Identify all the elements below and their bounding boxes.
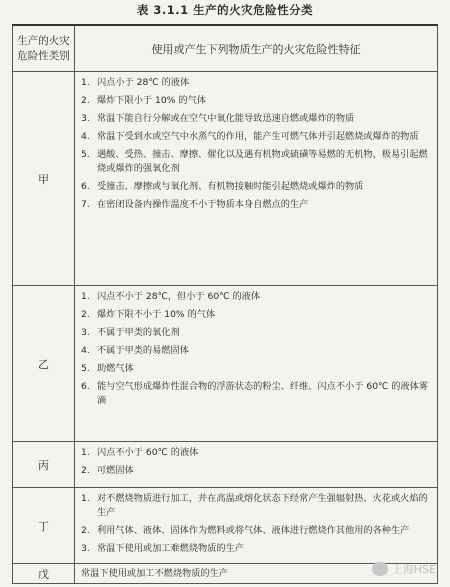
item-text: 爆炸下限不小于 10% 的气体	[97, 309, 216, 320]
item-number: 7.	[81, 199, 90, 210]
item-text: 遇酸、受热、撞击、摩擦、催化以及遇有机物或硫磺等易燃的无机物，极易引起燃烧或爆炸的强氧化剂	[97, 149, 428, 174]
item-text: 助燃气体	[97, 363, 134, 374]
item-number: 3.	[81, 543, 90, 554]
item-number: 6.	[81, 381, 90, 392]
list-item	[81, 290, 431, 304]
item-text: 闪点不小于 28℃，但小于 60℃ 的液体	[97, 291, 261, 302]
item-number: 2.	[81, 465, 90, 476]
item-number: 4.	[81, 345, 90, 356]
item-number: 1.	[81, 447, 90, 458]
item-number: 2.	[81, 309, 90, 320]
table-header-row	[13, 26, 437, 72]
list-item	[81, 492, 431, 520]
item-text: 受撞击、摩擦或与氧化剂、有机物接触时能引起燃烧或爆炸的物质	[97, 181, 364, 192]
item-number: 6.	[81, 181, 90, 192]
item-text: 闪点不小于 60℃ 的液体	[97, 447, 199, 458]
feature-cell	[75, 488, 437, 563]
header-feature: 使用或产生下列物质生产的火灾危险性特征	[151, 43, 361, 56]
item-text: 可燃固体	[97, 465, 134, 476]
category-cell: 乙	[13, 286, 75, 441]
table-row	[13, 442, 437, 488]
item-text: 能与空气形成爆炸性混合物的浮游状态的粉尘、纤维、闪点不小于 60℃ 的液体雾滴	[97, 381, 429, 406]
list-item	[81, 308, 431, 322]
table-row	[13, 488, 437, 564]
item-number: 1.	[81, 291, 90, 302]
category-cell: 丙	[13, 442, 75, 487]
list-item	[81, 130, 431, 144]
list-item	[81, 344, 431, 358]
item-number: 2.	[81, 95, 90, 106]
category-cell: 丁	[13, 488, 75, 563]
item-number: 5.	[81, 363, 90, 374]
item-number: 1.	[81, 493, 90, 504]
list-item	[81, 524, 431, 538]
item-text: 在密闭设备内操作温度不小于物质本身自燃点的生产	[97, 199, 309, 210]
item-text: 利用气体、液体、固体作为燃料或将气体、液体进行燃烧作其他用的各种生产	[97, 525, 410, 536]
item-text: 不属于甲类的易燃固体	[97, 345, 189, 356]
list-item	[81, 112, 431, 126]
list-item	[81, 362, 431, 376]
watermark-text: 上海HSE	[391, 563, 436, 576]
list-item	[81, 76, 431, 90]
list-item	[81, 542, 431, 556]
category-cell: 戊	[13, 564, 75, 584]
item-text: 不属于甲类的氧化剂	[97, 327, 180, 338]
list-item	[81, 198, 431, 212]
list-item	[81, 148, 431, 176]
table-row	[13, 286, 437, 442]
table-row	[13, 72, 437, 286]
feature-cell	[75, 286, 437, 441]
list-item	[81, 380, 431, 408]
item-number: 3.	[81, 113, 90, 124]
item-text: 常温下受到水或空气中水蒸气的作用，能产生可燃气体并引起燃烧或爆炸的物质	[97, 131, 419, 142]
watermark	[372, 561, 436, 577]
item-text: 对不燃烧物质进行加工，并在高温或熔化状态下经常产生强辐射热、火花或火焰的生产	[97, 493, 428, 518]
list-item	[81, 94, 431, 108]
wechat-icon	[372, 562, 388, 576]
category-cell: 甲	[13, 72, 75, 285]
item-number: 2.	[81, 525, 90, 536]
item-text: 爆炸下限小于 10% 的气体	[97, 95, 206, 106]
list-item	[81, 326, 431, 340]
header-category: 生产的火灾危险性类别	[13, 26, 75, 71]
item-text: 常温下使用或加工不燃烧物质的生产	[81, 568, 228, 579]
item-number: 5.	[81, 149, 90, 160]
list-item	[81, 446, 431, 460]
item-text: 常温下能自行分解或在空气中氧化能导致迅速自燃或爆炸的物质	[97, 113, 355, 124]
item-text: 常温下使用或加工难燃烧物质的生产	[97, 543, 244, 554]
list-item	[81, 180, 431, 194]
feature-cell	[75, 72, 437, 285]
item-number: 3.	[81, 327, 90, 338]
item-number: 4.	[81, 131, 90, 142]
fire-hazard-table	[12, 24, 438, 584]
feature-cell	[75, 442, 437, 487]
table-caption: 表 3.1.1 生产的火灾危险性分类	[136, 3, 314, 17]
item-number: 1.	[81, 77, 90, 88]
item-text: 闪点小于 28℃ 的液体	[97, 77, 190, 88]
list-item	[81, 464, 431, 478]
